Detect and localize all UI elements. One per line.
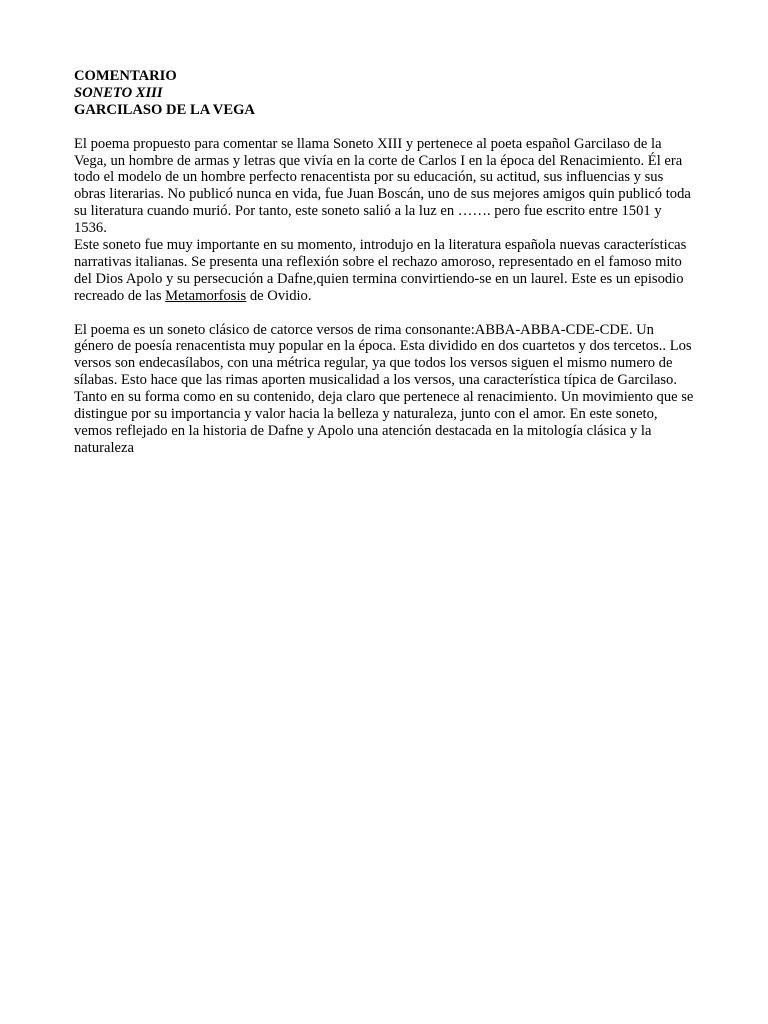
paragraph-importance-text: Este soneto fue muy importante en su momento, introdujo en la literatura española nuevas características narrativas italianas. Se presenta una reflexión sobre el rechazo amoroso, representado en el famoso mito del Dios Apolo y su persecución a Dafne,quien termina convirtiendo-se en un laurel. Este es un episodio recreado de las [74, 237, 687, 304]
paragraph-intro: El poema propuesto para comentar se llama Soneto XIII y pertenece al poeta español Garcilaso de la Vega, un hombre de armas y letras que vivía en la corte de Carlos I en la época del Renacimiento. Él era todo el modelo de un hombre perfecto renacentista por su educación, su actitud, sus influencias y sus obras literarias. No publicó nunca en vida, fue Juan Boscán, uno de sus mejores amigos quin publicó toda su literatura cuando murió. Por tanto, este soneto salió a la luz en ……. pero fue escrito entre 1501 y 1536. [74, 135, 691, 237]
title-soneto: SONETO XIII [74, 84, 163, 101]
paragraph-context: Tanto en su forma como en su contenido, deja claro que pertenece al renacimiento. Un movimiento que se distingue por su importancia y valor hacia la belleza y naturaleza, junto con el amor. En este soneto, vemos reflejado en la historia de Dafne y Apolo una atención destacada en la mitología clásica y la naturaleza [74, 389, 694, 456]
document-page [74, 68, 696, 457]
spacer [74, 119, 696, 136]
paragraph-importance [74, 237, 696, 305]
spacer [74, 305, 696, 322]
paragraph-importance-end: de Ovidio. [246, 287, 312, 304]
metamorfosis-link[interactable]: Metamorfosis [165, 287, 247, 304]
paragraph-form: El poema es un soneto clásico de catorce versos de rima consonante:ABBA-ABBA-CDE-CDE. Un género de poesía renacentista muy popular en la época. Esta dividido en dos cuartetos y dos tercetos.. Los versos son endecasílabos, con una métrica regular, ya que todos los versos siguen el mismo numero de sílabas. Esto hace que las rimas aporten musicalidad a los versos, una característica típica de Garcilaso. [74, 321, 692, 389]
title-comentario: COMENTARIO [74, 68, 177, 84]
title-author: GARCILASO DE LA VEGA [74, 101, 255, 118]
